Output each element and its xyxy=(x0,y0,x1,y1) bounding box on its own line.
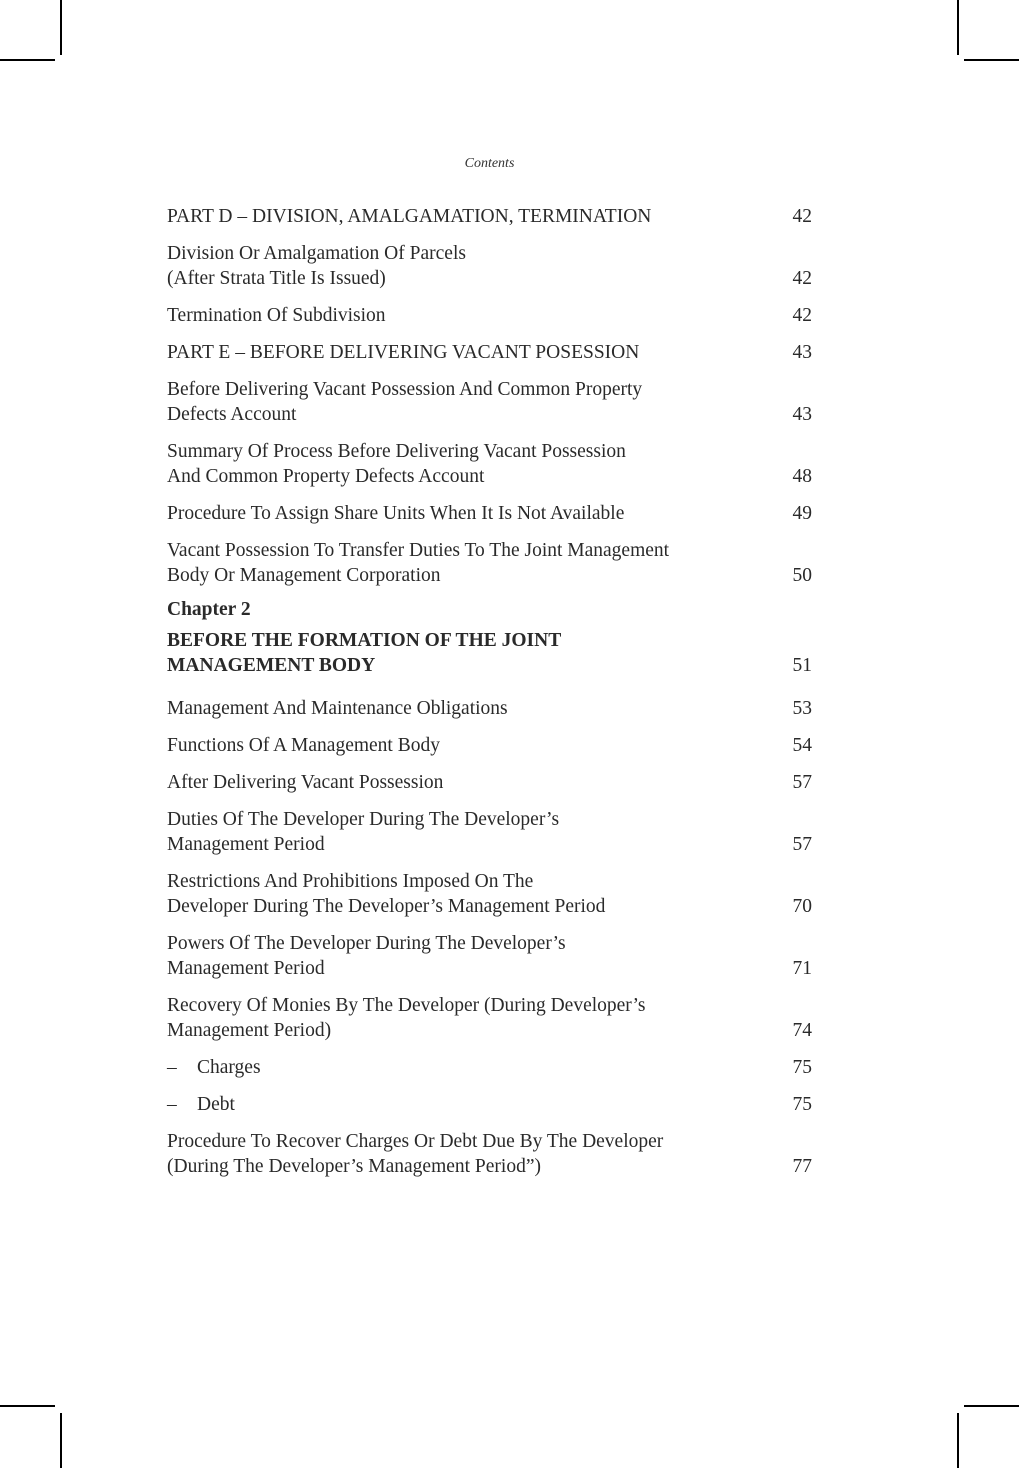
toc-entry-title: Procedure To Recover Charges Or Debt Due By The Developer (During The Developer’s Management Period”) xyxy=(167,1131,664,1177)
toc-entry[interactable] xyxy=(167,241,812,291)
chapter-label: Chapter 2 xyxy=(167,599,251,620)
toc-page-number: 70 xyxy=(792,896,812,917)
chapter-title: BEFORE THE FORMATION OF THE JOINT MANAGEMENT BODY xyxy=(167,630,562,676)
toc-page-number: 43 xyxy=(792,404,812,425)
toc-page-number: 48 xyxy=(792,466,812,487)
toc-entry[interactable] xyxy=(167,501,812,526)
toc-subentry[interactable] xyxy=(167,1092,812,1117)
crop-mark-top-right-vertical xyxy=(957,0,959,55)
toc-entry[interactable] xyxy=(167,733,812,758)
crop-mark-bottom-left-horizontal xyxy=(0,1405,55,1407)
toc-entry[interactable] xyxy=(167,770,812,795)
toc-page-number: 54 xyxy=(792,735,812,756)
toc-entry-title: Powers Of The Developer During The Developer’s Management Period xyxy=(167,933,566,979)
crop-mark-bottom-left-vertical xyxy=(60,1413,62,1468)
toc-entry[interactable] xyxy=(167,538,812,588)
crop-mark-bottom-right-horizontal xyxy=(964,1405,1019,1407)
toc-entry-title: Functions Of A Management Body xyxy=(167,735,440,756)
toc-entry[interactable] xyxy=(167,696,812,721)
toc-page-number: 57 xyxy=(792,834,812,855)
toc-page-number: 71 xyxy=(792,958,812,979)
toc-entry[interactable] xyxy=(167,993,812,1043)
toc-page-number: 49 xyxy=(792,503,812,524)
toc-page-number: 42 xyxy=(792,305,812,326)
toc-entry[interactable] xyxy=(167,340,812,365)
toc-entry-title: PART E – BEFORE DELIVERING VACANT POSESSION xyxy=(167,342,640,363)
toc-entry-title: Vacant Possession To Transfer Duties To The Joint Management Body Or Management Corporation xyxy=(167,540,670,586)
toc-entry[interactable] xyxy=(167,869,812,919)
toc-page-number: 51 xyxy=(792,655,812,676)
toc-entry[interactable] xyxy=(167,807,812,857)
toc-entry-title: PART D – DIVISION, AMALGAMATION, TERMINATION xyxy=(167,206,652,227)
toc-entry-title: Summary Of Process Before Delivering Vacant Possession And Common Property Defects Account xyxy=(167,441,626,487)
toc-entry-title: Termination Of Subdivision xyxy=(167,305,386,326)
toc-page-number: 77 xyxy=(792,1156,812,1177)
toc-entry-title: – Debt xyxy=(167,1094,235,1115)
toc-page-number: 42 xyxy=(792,268,812,289)
toc-page-number: 57 xyxy=(792,772,812,793)
toc-page-number: 50 xyxy=(792,565,812,586)
toc-entry-title: Division Or Amalgamation Of Parcels (After Strata Title Is Issued) xyxy=(167,243,466,289)
toc-entry[interactable] xyxy=(167,204,812,229)
table-of-contents xyxy=(167,204,812,1191)
toc-subentry[interactable] xyxy=(167,1055,812,1080)
crop-mark-top-left-vertical xyxy=(60,0,62,55)
toc-page-number: 75 xyxy=(792,1057,812,1078)
toc-entry-title: – Charges xyxy=(167,1057,261,1078)
toc-entry-title: After Delivering Vacant Possession xyxy=(167,772,444,793)
dash-bullet: – xyxy=(167,1094,177,1115)
crop-mark-top-right-horizontal xyxy=(964,59,1019,61)
toc-page-number: 53 xyxy=(792,698,812,719)
toc-entry[interactable] xyxy=(167,1129,812,1179)
toc-entry-title: Management And Maintenance Obligations xyxy=(167,698,508,719)
toc-entry-title: Recovery Of Monies By The Developer (During Developer’s Management Period) xyxy=(167,995,646,1041)
toc-page-number: 42 xyxy=(792,206,812,227)
dash-bullet: – xyxy=(167,1057,177,1078)
toc-page-number: 43 xyxy=(792,342,812,363)
running-header: Contents xyxy=(464,156,515,171)
toc-entry-title: Procedure To Assign Share Units When It Is Not Available xyxy=(167,503,625,524)
toc-page-number: 74 xyxy=(792,1020,812,1041)
toc-entry[interactable] xyxy=(167,377,812,427)
crop-mark-top-left-horizontal xyxy=(0,59,55,61)
toc-chapter-entry[interactable] xyxy=(167,628,812,678)
toc-entry-title: Restrictions And Prohibitions Imposed On The Developer During The Developer’s Management Period xyxy=(167,871,606,917)
toc-entry-title: Duties Of The Developer During The Developer’s Management Period xyxy=(167,809,560,855)
crop-mark-bottom-right-vertical xyxy=(957,1413,959,1468)
toc-entry-title: Before Delivering Vacant Possession And Common Property Defects Account xyxy=(167,379,643,425)
toc-page-number: 75 xyxy=(792,1094,812,1115)
toc-entry[interactable] xyxy=(167,303,812,328)
toc-entry[interactable] xyxy=(167,931,812,981)
toc-entry[interactable] xyxy=(167,439,812,489)
